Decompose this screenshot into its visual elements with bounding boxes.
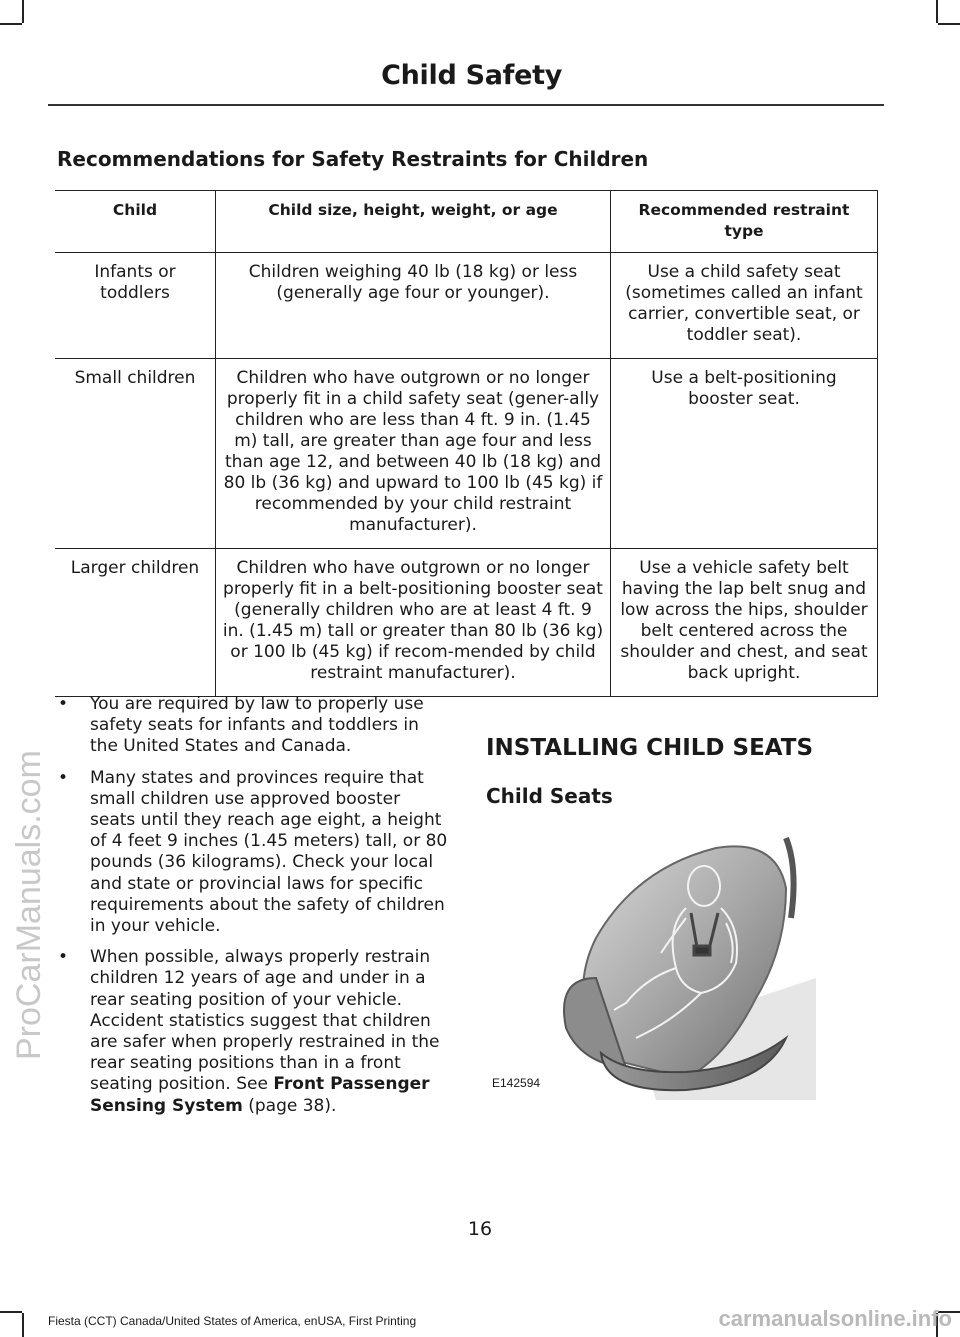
- header-rule: [48, 104, 884, 106]
- cell-size: Children who have outgrown or no longer properly fit in a belt-positioning booster seat (generally children who are at least 4 ft. 9 in. (1.45 m) tall or greater than 80 lb (36 kg) or 100 lb (45 kg) if recom-mended by child restraint manufacturer).: [216, 549, 611, 697]
- cell-child: Larger children: [55, 549, 216, 697]
- restraint-recommendations-table: [55, 190, 878, 697]
- bullet-list: [40, 694, 450, 1127]
- page-header-title: Child Safety: [381, 60, 562, 91]
- column-header-child: Child: [55, 191, 216, 253]
- child-seats-subheading: Child Seats: [486, 784, 613, 808]
- cell-size: Children weighing 40 lb (18 kg) or less (generally age four or younger).: [216, 253, 611, 359]
- footer-text: Fiesta (CCT) Canada/United States of America, enUSA, First Printing: [48, 1314, 417, 1328]
- bullet-marker: •: [58, 694, 69, 714]
- crop-mark: [0, 23, 22, 25]
- page-reference: (page 38).: [248, 1095, 337, 1116]
- installing-child-seats-heading: INSTALLING CHILD SEATS: [486, 735, 814, 761]
- table-header-row: [55, 191, 878, 253]
- crop-mark: [936, 0, 938, 23]
- figure-code: E142594: [492, 1076, 541, 1090]
- cell-size: Children who have outgrown or no longer properly fit in a child safety seat (gener-ally children who are less than 4 ft. 9 in. (1.45 m) tall, are greater than age four and less than age 12, and between 40 lb (18 kg) and 80 lb (36 kg) and upward to 100 lb (45 kg) if recommended by your child restraint manufacturer).: [216, 359, 611, 549]
- cell-restraint: Use a child safety seat (sometimes called an infant carrier, convertible seat, or toddler seat).: [611, 253, 878, 359]
- column-header-size: Child size, height, weight, or age: [216, 191, 611, 253]
- column-header-restraint: Recommended restraint type: [611, 191, 878, 253]
- list-item: [40, 947, 450, 1117]
- table-row: [55, 549, 878, 697]
- bullet-text: Many states and provinces require that small children use approved booster seats until they reach age eight, a height of 4 feet 9 inches (1.45 meters) tall, or 80 pounds (36 kilograms). Check your local and state or provincial laws for specific requirements about the safety of children in your vehicle.: [90, 767, 448, 937]
- table-row: [55, 359, 878, 549]
- bullet-text: You are required by law to properly use safety seats for infants and toddlers in the United States and Canada.: [90, 694, 424, 757]
- crop-mark: [0, 1311, 22, 1313]
- bullet-marker: •: [58, 947, 69, 968]
- crop-mark: [22, 0, 24, 23]
- watermark-bottom-right: carmanualsonline.info: [718, 1306, 952, 1331]
- crop-mark: [938, 23, 960, 25]
- cross-reference-link[interactable]: Front Passenger Sensing System: [90, 1074, 430, 1116]
- section-title: Recommendations for Safety Restraints for Children: [57, 147, 649, 171]
- crop-mark: [22, 1313, 24, 1337]
- cell-child: Small children: [55, 359, 216, 549]
- cell-child: Infants or toddlers: [55, 253, 216, 359]
- watermark-left: ProCarManuals.com: [10, 750, 48, 1060]
- bullet-text: When possible, always properly restrain children 12 years of age and under in a rear seating position of your vehicle. Accident statistics suggest that children are safer when properly restrained in the rear seating positions than in a front seating position. See: [90, 947, 440, 1095]
- list-item: [40, 768, 450, 938]
- cell-restraint: Use a belt-positioning booster seat.: [611, 359, 878, 549]
- list-item: [40, 694, 450, 758]
- table-row: [55, 253, 878, 359]
- page-number: 16: [467, 1218, 493, 1240]
- cell-restraint: Use a vehicle safety belt having the lap belt snug and low across the hips, shoulder belt centered across the shoulder and chest, and seat back upright.: [611, 549, 878, 697]
- child-seat-illustration: [486, 828, 816, 1100]
- bullet-marker: •: [58, 767, 69, 788]
